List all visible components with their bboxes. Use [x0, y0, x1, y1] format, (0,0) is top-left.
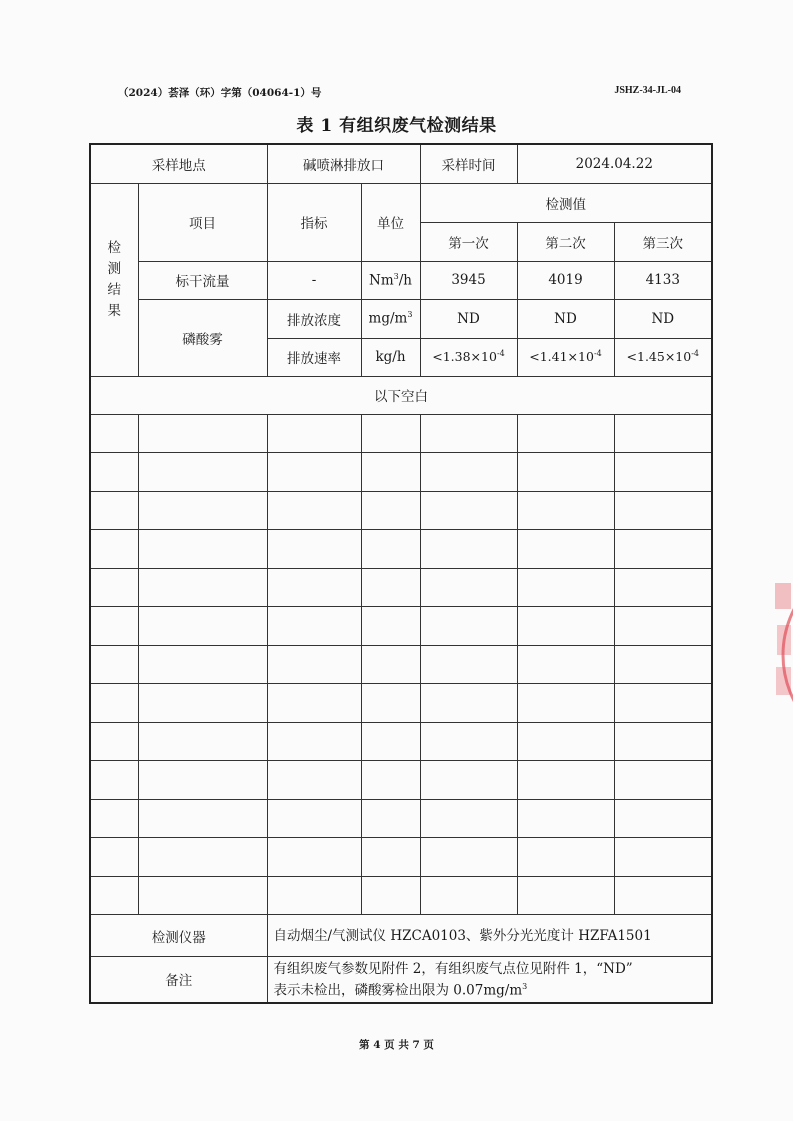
info-row	[90, 144, 712, 183]
site-value: 碱喷淋排放口	[267, 144, 420, 183]
empty-row	[90, 568, 712, 607]
rate-exp-3: -4	[691, 349, 699, 359]
report-number: （2024）荟泽（环）字第（04064-1）号	[118, 87, 322, 99]
flow-unit-sup: 3	[393, 271, 399, 281]
empty-row	[90, 876, 712, 915]
remark-value	[267, 957, 712, 1003]
result-label: 检 测 结 果	[90, 183, 138, 376]
flow-unit-tail: /h	[398, 272, 412, 289]
remark-row	[90, 957, 712, 1003]
values-header: 检测值	[420, 183, 712, 222]
instrument-row	[90, 915, 712, 957]
empty-row	[90, 722, 712, 761]
run-2-header: 第二次	[517, 222, 614, 261]
empty-row	[90, 530, 712, 569]
empty-row	[90, 414, 712, 453]
item-header: 项目	[138, 183, 267, 261]
empty-row	[90, 645, 712, 684]
document-code: JSHZ-34-JL-04	[614, 85, 681, 96]
table-row	[90, 261, 712, 299]
flow-value-1: 3945	[420, 261, 517, 299]
run-1-header: 第一次	[420, 222, 517, 261]
site-label: 采样地点	[90, 144, 267, 183]
remark-line-2-text: 表示未检出，磷酸雾检出限为 0.07mg/m	[273, 982, 523, 998]
flow-value-2: 4019	[517, 261, 614, 299]
instrument-label: 检测仪器	[90, 915, 267, 957]
rate-exp-1: -4	[496, 349, 505, 359]
unit-header: 单位	[361, 183, 420, 261]
empty-row	[90, 799, 712, 838]
header-row-1	[90, 183, 712, 222]
conc-value-2: ND	[517, 299, 614, 338]
flow-unit-base: Nm	[369, 272, 394, 289]
time-label: 采样时间	[420, 144, 517, 183]
flow-unit	[361, 261, 420, 299]
rate-value-3	[614, 338, 712, 376]
remark-label: 备注	[90, 957, 267, 1003]
empty-row	[90, 453, 712, 492]
empty-row	[90, 684, 712, 723]
conc-value-1: ND	[420, 299, 517, 338]
table-row	[90, 299, 712, 338]
rate-exp-2: -4	[593, 349, 602, 359]
remark-line-2-sup: 3	[522, 981, 528, 991]
rate-value-2	[517, 338, 614, 376]
rate-value-1-base: <1.38×10	[432, 349, 497, 365]
flow-item: 标干流量	[138, 261, 267, 299]
rate-value-2-base: <1.41×10	[529, 349, 594, 365]
indicator-header: 指标	[267, 183, 361, 261]
rate-value-1	[420, 338, 517, 376]
flow-value-3: 4133	[614, 261, 712, 299]
conc-indicator: 排放浓度	[267, 299, 361, 338]
blank-note-row	[90, 376, 712, 414]
page-title: 表 1 有组织废气检测结果	[296, 116, 497, 136]
conc-unit-base: mg/m	[368, 310, 408, 327]
time-value: 2024.04.22	[517, 144, 712, 183]
empty-row	[90, 761, 712, 800]
remark-line-2	[274, 978, 712, 1000]
page-footer: 第 4 页 共 7 页	[359, 1039, 434, 1051]
rate-indicator: 排放速率	[267, 338, 361, 376]
remark-line-1: 有组织废气参数见附件 2，有组织废气点位见附件 1，“ND”	[273, 960, 633, 977]
rate-unit: kg/h	[361, 338, 420, 376]
conc-unit	[361, 299, 420, 338]
flow-indicator: -	[267, 261, 361, 299]
results-table	[89, 143, 713, 1004]
conc-unit-sup: 3	[407, 310, 413, 320]
blank-note: 以下空白	[90, 376, 712, 414]
mist-item: 磷酸雾	[138, 299, 267, 376]
empty-row	[90, 838, 712, 877]
rate-value-3-base: <1.45×10	[626, 349, 692, 365]
empty-row	[90, 607, 712, 646]
empty-row	[90, 491, 712, 530]
seal-edge	[773, 575, 793, 735]
conc-value-3: ND	[614, 299, 712, 338]
run-3-header: 第三次	[614, 222, 712, 261]
instrument-value: 自动烟尘/气测试仪 HZCA0103、紫外分光光度计 HZFA1501	[267, 915, 712, 957]
